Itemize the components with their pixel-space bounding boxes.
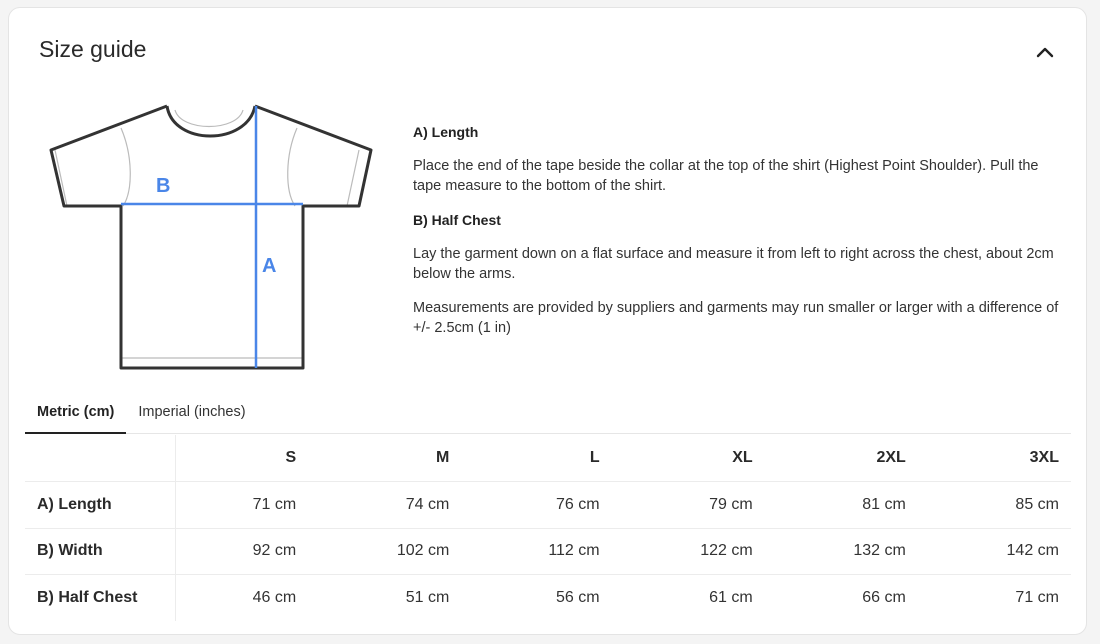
table-row bbox=[25, 575, 1071, 622]
half-chest-text: Lay the garment down on a flat surface and measure it from left to right across the chest, about 2cm below the arms. bbox=[413, 246, 1054, 282]
size-guide-panel bbox=[8, 7, 1087, 635]
half-chest-heading: B) Half Chest bbox=[413, 212, 501, 228]
table-cell: 92 cm bbox=[175, 528, 308, 575]
chevron-up-icon bbox=[1036, 46, 1054, 58]
measurement-note: Measurements are provided by suppliers and garments may run smaller or larger with a difference of +/- 2.5cm (1 in) bbox=[413, 300, 1059, 336]
table-cell: 56 cm bbox=[556, 589, 600, 606]
col-header-xl: XL bbox=[612, 435, 765, 482]
tshirt-diagram bbox=[41, 96, 373, 376]
table-cell: 81 cm bbox=[765, 482, 918, 529]
length-text: Place the end of the tape beside the collar at the top of the shirt (Highest Point Shoulder). Pull the tape measure to the bottom of the shirt. bbox=[413, 158, 1039, 194]
table-cell: 74 cm bbox=[308, 482, 461, 529]
table-cell: 46 cm bbox=[252, 589, 297, 606]
table-cell: 132 cm bbox=[765, 528, 918, 575]
table-cell: 79 cm bbox=[612, 482, 765, 529]
table-cell: 142 cm bbox=[918, 528, 1071, 575]
page-title: Size guide bbox=[39, 36, 147, 62]
table-cell: 102 cm bbox=[308, 528, 461, 575]
col-header-2xl: 2XL bbox=[765, 435, 918, 482]
label-b: B bbox=[156, 175, 171, 197]
row-label: B) Width bbox=[25, 528, 175, 575]
label-a: A bbox=[262, 255, 277, 277]
table-cell: 71 cm bbox=[1015, 589, 1059, 606]
tab-metric[interactable]: Metric (cm) bbox=[25, 398, 126, 434]
measurement-instructions bbox=[413, 122, 1063, 352]
unit-tabs bbox=[25, 398, 1071, 434]
col-header-m: M bbox=[308, 435, 461, 482]
length-heading: A) Length bbox=[413, 124, 479, 140]
table-cell: 71 cm bbox=[175, 482, 308, 529]
table-cell: 66 cm bbox=[862, 589, 906, 606]
table-cell: 51 cm bbox=[405, 589, 450, 606]
table-cell: 76 cm bbox=[461, 482, 611, 529]
table-cell: 112 cm bbox=[461, 528, 611, 575]
tab-imperial[interactable]: Imperial (inches) bbox=[138, 404, 246, 420]
col-header-l: L bbox=[461, 435, 611, 482]
table-cell: 122 cm bbox=[612, 528, 765, 575]
size-table bbox=[25, 435, 1071, 621]
table-cell: 85 cm bbox=[918, 482, 1071, 529]
table-cell: 61 cm bbox=[709, 589, 753, 606]
col-header-s: S bbox=[175, 435, 308, 482]
col-header-3xl: 3XL bbox=[918, 435, 1071, 482]
table-row bbox=[25, 528, 1071, 575]
corner-cell bbox=[25, 435, 175, 482]
collapse-button[interactable] bbox=[1031, 38, 1059, 66]
row-label: A) Length bbox=[25, 482, 175, 529]
table-row bbox=[25, 482, 1071, 529]
row-label: B) Half Chest bbox=[25, 575, 175, 622]
table-header-row bbox=[25, 435, 1071, 482]
